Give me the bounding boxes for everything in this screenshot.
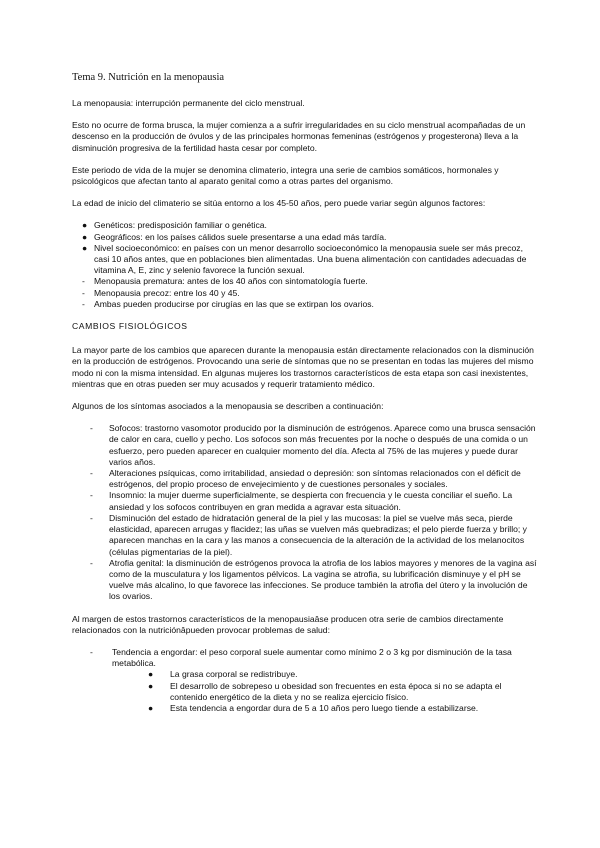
list-item: - Menopausia prematura: antes de los 40 años con sintomatología fuerte. [82, 276, 368, 287]
page-title: Tema 9. Nutrición en la menopausia [72, 72, 225, 83]
list-item: - Atrofia genital: la disminución de estrógenos provoca la atrofia de los labios mayores y menores de la vagina así como de la musculatura y los ligamentos pélvicos. La vagina se atrofia, su lubrificación disminuye y el pH se vuelve más alcalino, lo que favorece las infecciones. Se produce también la atrofia del útero y la involución de los ovarios. [90, 557, 537, 602]
climaterio-paragraph: Este periodo de vida de la mujer se denomina climaterio, integra una serie de cambios somáticos, hormonales y psicológicos que afectan tanto al aparato genital como a otras partes del organismo. [72, 164, 499, 187]
list-item: ● La grasa corporal se redistribuye. [148, 669, 298, 680]
bullet-icon: ● [82, 220, 88, 231]
nutrition-sublist [112, 669, 538, 714]
factors-list [72, 220, 538, 310]
bullet-icon: ● [82, 231, 88, 242]
list-item: ● Geográficos: en los países cálidos suele presentarse a una edad más tardía. [82, 231, 387, 242]
list-item: - Alteraciones psíquicas, como irritabilidad, ansiedad o depresión: son síntomas relacionados con el déficit de estrógenos, del propio proceso de envejecimiento y de cuestiones personales y sociales. [90, 468, 521, 490]
symptoms-intro-paragraph: Algunos de los síntomas asociados a la menopausia se describen a continuación: [72, 401, 384, 412]
symptoms-list [72, 423, 538, 602]
dash-icon: - [90, 423, 93, 434]
list-item: ● Genéticos: predisposición familiar o genética. [82, 220, 267, 231]
bullet-icon: ● [148, 669, 154, 680]
list-item: ● Nivel socioeconómico: en países con un menor desarrollo socioeconómico la menopausia suele ser más precoz, casi 10 años antes, que en poblaciones bien alimentadas. Una buena alimentación con cantidades adecuadas de vitamina A, E, zinc y selenio favorece la función sexual. [82, 242, 527, 276]
list-item: - Disminución del estado de hidratación general de la piel y las mucosas: la piel se vuelve más seca, pierde elasticidad, aparecen arrugas y flacidez; las uñas se vuelven más quebradizas; el pelo pierde fuerza y brillo; y aparecen manchas en la cara y las manos a consecuencia de la alteración de la actividad de los melanocitos (células pigmentarias de la piel). [90, 512, 527, 557]
list-item: - Tendencia a engordar: el peso corporal suele aumentar como mínimo 2 o 3 kg por disminución de la tasa metabólica. ● La grasa corporal se redistribuye. ● El desarrollo de sobrepeso u obesidad son frecuentes en esta época si no se adapta el contenido energético de la dieta y no se realiza ejercicio físico. ● Esta tendencia a engordar dura de 5 a 10 años pero luego tiende a estabilizarse. [90, 647, 538, 714]
dash-icon: - [90, 490, 93, 501]
dash-icon: - [82, 276, 85, 287]
list-item: - Sofocos: trastorno vasomotor producido por la disminución de estrógenos. Aparece como una brusca sensación de calor en cara, cuello y pecho. Los sofocos son más frecuentes por la noche o después de una comida o un esfuerzo, pero pueden aparecer en cualquier momento del día. Afecta al 75% de las mujeres y puede durar varios años. [90, 423, 536, 467]
dash-icon: - [82, 287, 85, 298]
list-item: - Insomnio: la mujer duerme superficialmente, se despierta con frecuencia y le cuesta conciliar el sueño. La ansiedad y los sofocos contribuyen en gran medida a agravar esta situación. [90, 490, 513, 512]
dash-icon: - [90, 646, 93, 657]
dash-icon: - [82, 298, 85, 309]
dash-icon: - [90, 512, 93, 523]
bullet-icon: ● [82, 242, 88, 253]
physiological-changes-paragraph: La mayor parte de los cambios que aparecen durante la menopausia están directamente relacionados con la disminución en la producción de estrógenos. Provocando una serie de síntomas que no se presentan en todas las mujeres del mismo modo ni con la misma intensidad. En algunas mujeres los trastornos característicos de esta etapa son casi inexistentes, mientras que en otras pueden ser muy acusados y requerir tratamiento médico. [72, 345, 534, 389]
list-item: ● El desarrollo de sobrepeso u obesidad son frecuentes en esta época si no se adapta el contenido energético de la dieta y no se realiza ejercicio físico. [148, 680, 502, 702]
bullet-icon: ● [148, 680, 154, 691]
onset-age-paragraph: La edad de inicio del climaterio se sitúa entorno a los 45-50 años, pero puede variar según algunos factores: [72, 198, 486, 209]
dash-icon: - [90, 468, 93, 479]
definition-paragraph: La menopausia: interrupción permanente del ciclo menstrual. [72, 98, 305, 108]
bullet-icon: ● [148, 702, 154, 713]
list-item: - Menopausia precoz: entre los 40 y 45. [82, 287, 240, 298]
list-item: - Ambas pueden producirse por cirugías en las que se extirpan los ovarios. [82, 298, 374, 309]
section-heading: CAMBIOS FISIOLÓGICOS [72, 321, 188, 332]
nutrition-list [72, 647, 538, 714]
nutrition-intro-paragraph: Al margen de estos trastornos característicos de la menopausiaâse producen otra serie de cambios directamente relacionados con la nutriciónâpueden provocar problemas de salud: [72, 613, 504, 635]
intro-paragraph: Esto no ocurre de forma brusca, la mujer comienza a a sufrir irregularidades en su ciclo menstrual acompañadas de un descenso en la producción de óvulos y de las principales hormonas femeninas (estrógenos y progesterona) lleva a la disminución progresiva de la fertilidad hasta cesar por completo. [72, 120, 526, 153]
list-item: ● Esta tendencia a engordar dura de 5 a 10 años pero luego tiende a estabilizarse. [148, 702, 479, 713]
dash-icon: - [90, 557, 93, 568]
